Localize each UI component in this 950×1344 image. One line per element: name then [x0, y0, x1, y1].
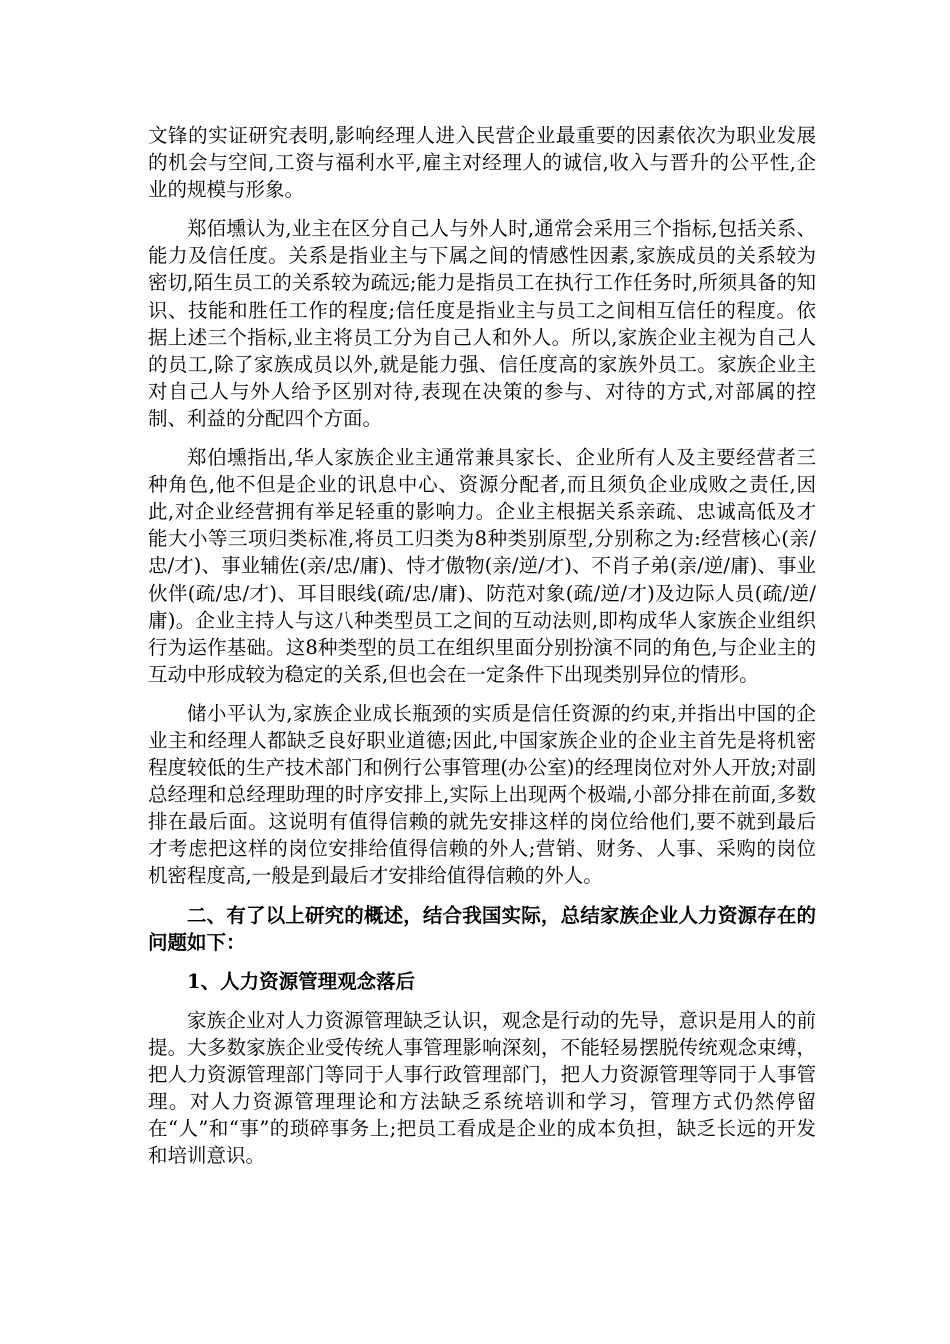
document-page	[148, 122, 816, 1181]
section-heading: 二、有了以上研究的概述，结合我国实际，总结家族企业人力资源存在的问题如下：	[148, 903, 816, 954]
paragraph-chu-trust-constraint: 储小平认为,家族企业成长瓶颈的实质是信任资源的约束,并指出中国的企业主和经理人都缺乏良好职业道德;因此,中国家族企业的企业主首先是将机密程度较低的生产技术部门和例行公事管理(办公室)的经理岗位对外人开放;对副总经理和总经理助理的时序安排上,实际上出现两个极端,小部分排在前面,多数排在最后面。这说明有值得信赖的就先安排这样的岗位给他们,要不就到最后才考虑把这样的岗位安排给值得信赖的外人;营销、财务、人事、采购的岗位机密程度高,一般是到最后才安排给值得信赖的外人。	[148, 701, 816, 888]
paragraph-hr-concept: 家族企业对人力资源管理缺乏认识，观念是行动的先导，意识是用人的前提。大多数家族企业受传统人事管理影响深刻，不能轻易摆脱传统观念束缚，把人力资源管理部门等同于人事行政管理部门，把人力资源管理等同于人事管理。对人力资源管理理论和方法缺乏系统培训和学习，管理方式仍然停留在“人”和“事”的琐碎事务上;把员工看成是企业的成本负担，缺乏长远的开发和培训意识。	[148, 1008, 816, 1168]
subsection-heading: 1、人力资源管理观念落后	[187, 969, 416, 993]
paragraph-wen-feng-study: 文锋的实证研究表明,影响经理人进入民营企业最重要的因素依次为职业发展的机会与空间,工资与福利水平,雇主对经理人的诚信,收入与晋升的公平性,企业的规模与形象。	[148, 124, 816, 202]
paragraph-zheng-trust-indicators: 郑佰壎认为,业主在区分自己人与外人时,通常会采用三个指标,包括关系、能力及信任度。关系是指业主与下属之间的情感性因素,家族成员的关系较为密切,陌生员工的关系较为疏远;能力是指员工在执行工作任务时,所须具备的知识、技能和胜任工作的程度;信任度是指业主与员工之间相互信任的程度。依据上述三个指标,业主将员工分为自己人和外人。所以,家族企业主视为自己人的员工,除了家族成员以外,就是能力强、信任度高的家族外员工。家族企业主对自己人与外人给予区别对待,表现在决策的参与、对待的方式,对部属的控制、利益的分配四个方面。	[148, 217, 816, 430]
paragraph-zheng-employee-types: 郑伯壎指出,华人家族企业主通常兼具家长、企业所有人及主要经营者三种角色,他不但是企业的讯息中心、资源分配者,而且须负企业成败之责任,因此,对企业经营拥有举足轻重的影响力。企业主根据关系亲疏、忠诚高低及才能大小等三项归类标准,将员工归类为8种类别原型,分别称之为:经营核心(亲/忠/才)、事业辅佐(亲/忠/庸)、恃才傲物(亲/逆/才)、不肖子弟(亲/逆/庸)、事业伙伴(疏/忠/才)、耳目眼线(疏/忠/庸)、防范对象(疏/逆/才)及边际人员(疏/逆/庸)。企业主持人与这八种类型员工之间的互动法则,即构成华人家族企业组织行为运作基础。这8种类型的员工在组织里面分别扮演不同的角色,与企业主的互动中形成较为稳定的关系,但也会在一定条件下出现类别异位的情形。	[148, 446, 816, 686]
